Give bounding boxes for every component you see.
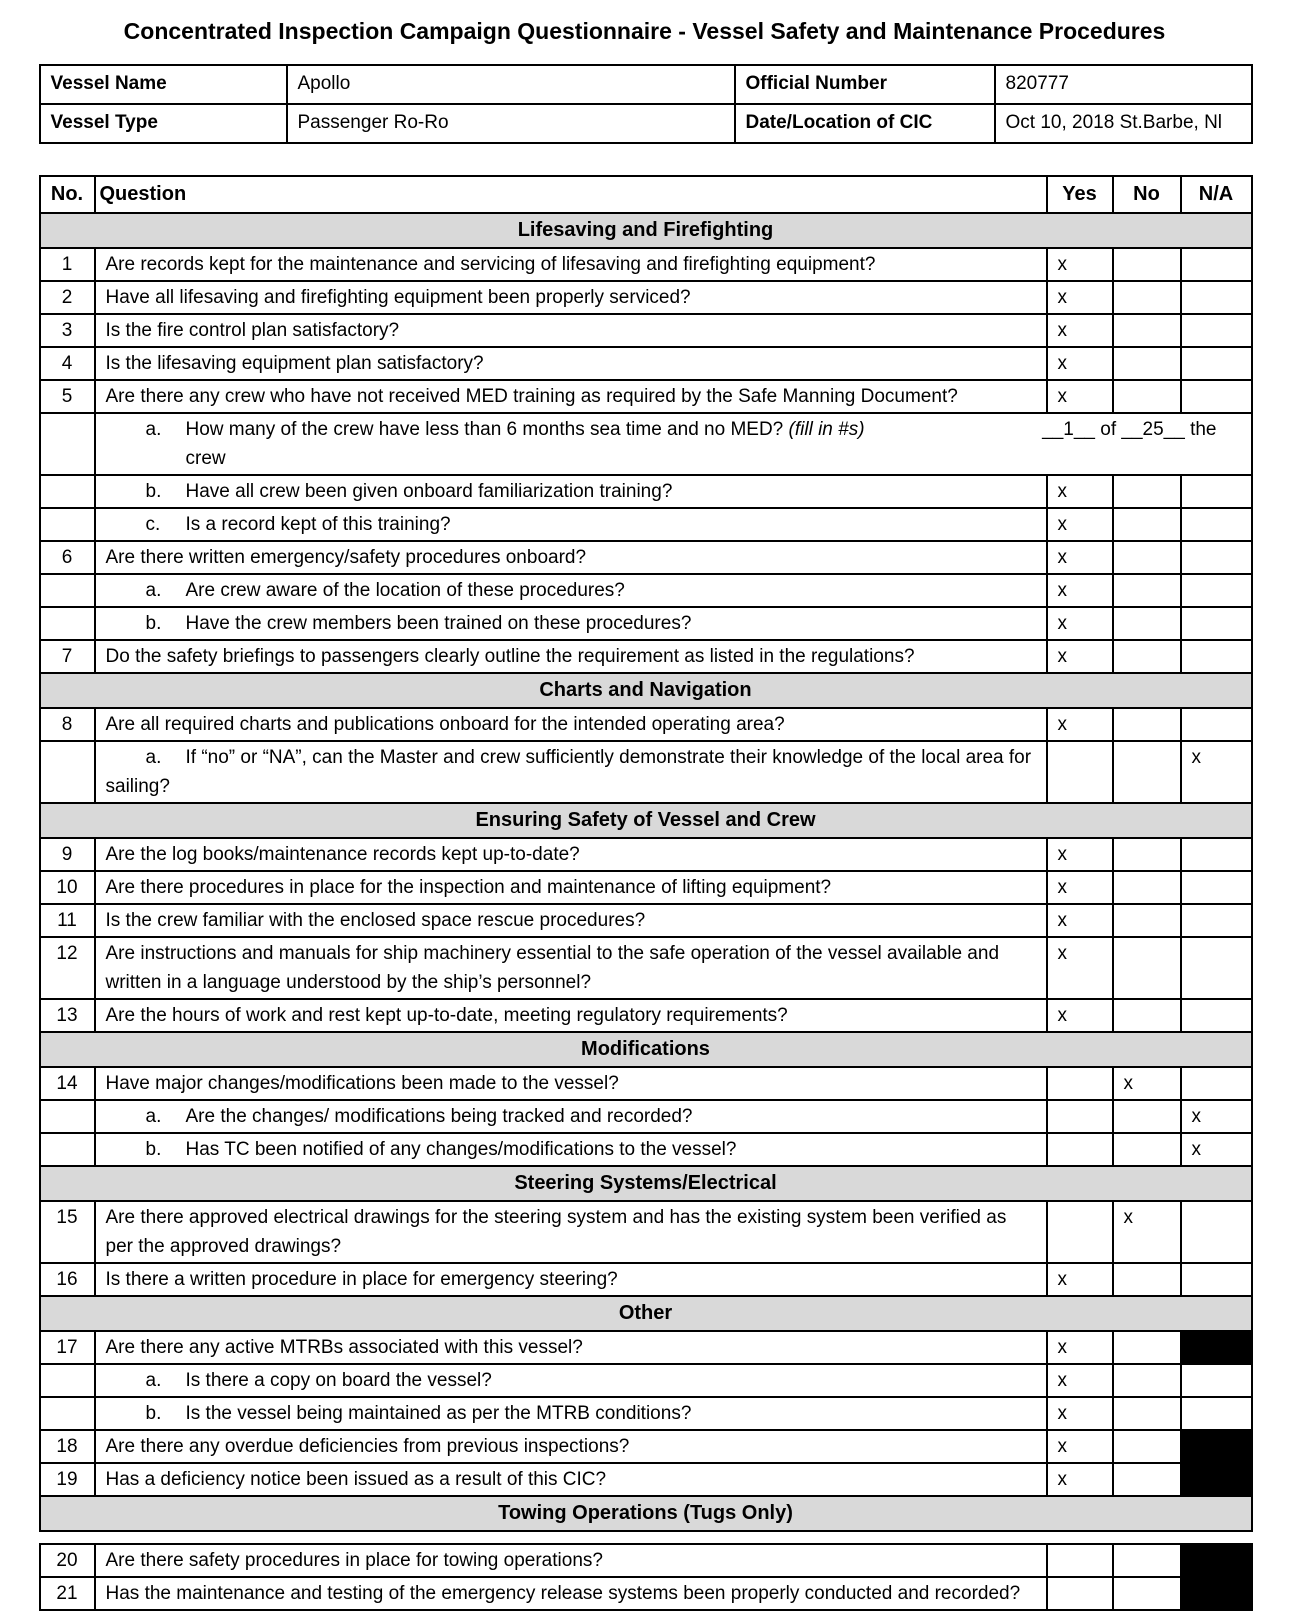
answer-na-cell [1181, 541, 1252, 574]
question-text: Are instructions and manuals for ship machinery essential to the safe operation of the vessel available and written in a language understood by the ship’s personnel? [95, 937, 1047, 999]
answer-no-cell [1113, 475, 1181, 508]
row-number-cell [40, 741, 95, 803]
column-header-yes: Yes [1047, 176, 1113, 213]
row-number-cell [40, 574, 95, 607]
answer-no-cell [1113, 574, 1181, 607]
fill-in-value: __1__ of __25__ the [1042, 419, 1217, 440]
section-header-label: Other [40, 1296, 1252, 1331]
answer-yes-cell: x [1047, 1430, 1113, 1463]
answer-no-cell [1113, 999, 1181, 1032]
answer-yes-cell: x [1047, 541, 1113, 574]
question-row [40, 708, 1252, 741]
answer-yes-cell: x [1047, 475, 1113, 508]
question-text: Are the changes/ modifications being tracked and recorded? [185, 1106, 693, 1127]
answer-na-cell: x [1181, 1133, 1252, 1166]
redacted-cell [1181, 1544, 1252, 1577]
question-row [40, 1067, 1252, 1100]
answer-no-cell: x [1113, 1201, 1181, 1263]
row-number-cell: 12 [40, 937, 95, 999]
sub-question-row [40, 1364, 1252, 1397]
question-row [40, 1201, 1252, 1263]
question-text: How many of the crew have less than 6 months sea time and no MED? [185, 419, 784, 440]
question-row [40, 904, 1252, 937]
answer-no-cell [1113, 904, 1181, 937]
sub-question-row [40, 1133, 1252, 1166]
row-number-cell: 13 [40, 999, 95, 1032]
answer-na-cell [1181, 1397, 1252, 1430]
answer-na-cell [1181, 871, 1252, 904]
info-label: Official Number [735, 65, 995, 104]
question-text: Have all crew been given onboard familiarization training? [185, 481, 673, 502]
answer-na-cell [1181, 248, 1252, 281]
redacted-cell [1181, 1463, 1252, 1496]
row-number-cell: 11 [40, 904, 95, 937]
answer-no-cell [1113, 1397, 1181, 1430]
answer-yes-cell: x [1047, 607, 1113, 640]
answer-no-cell [1113, 541, 1181, 574]
question-text: Has TC been notified of any changes/modifications to the vessel? [185, 1139, 737, 1160]
fill-in-question-cell [95, 413, 1252, 475]
answer-no-cell [1113, 1364, 1181, 1397]
question-row [40, 1331, 1252, 1364]
answer-na-cell [1181, 1263, 1252, 1296]
info-label: Vessel Name [40, 65, 287, 104]
section-header-label: Steering Systems/Electrical [40, 1166, 1252, 1201]
section-header-label: Modifications [40, 1032, 1252, 1067]
answer-yes-cell: x [1047, 871, 1113, 904]
question-text: Are there written emergency/safety procedures onboard? [95, 541, 1047, 574]
question-row [40, 937, 1252, 999]
section-header-row [40, 803, 1252, 838]
answer-no-cell [1113, 1133, 1181, 1166]
question-text: Are there any crew who have not received MED training as required by the Safe Manning Document? [95, 380, 1047, 413]
question-text: Is the crew familiar with the enclosed space rescue procedures? [95, 904, 1047, 937]
sub-question-letter: c. [145, 514, 161, 535]
column-header-no: No. [40, 176, 95, 213]
sub-question-letter: a. [145, 1370, 162, 1391]
answer-no-cell [1113, 708, 1181, 741]
vessel-info-table [39, 64, 1253, 144]
info-row [40, 65, 1252, 104]
answer-na-cell [1181, 1201, 1252, 1263]
section-header-row [40, 1166, 1252, 1201]
section-header-row [40, 1496, 1252, 1531]
row-number-cell: 4 [40, 347, 95, 380]
row-number-cell [40, 1133, 95, 1166]
row-number-cell: 19 [40, 1463, 95, 1496]
answer-yes-cell: x [1047, 838, 1113, 871]
question-row [40, 1263, 1252, 1296]
sub-question-row [40, 607, 1252, 640]
fill-in-wrap-word: crew [185, 448, 226, 469]
question-cell [95, 1397, 1047, 1430]
sub-question-row [40, 574, 1252, 607]
row-number-cell: 7 [40, 640, 95, 673]
question-row [40, 314, 1252, 347]
questionnaire-body [40, 213, 1252, 1610]
sub-question-row [40, 508, 1252, 541]
answer-no-cell [1113, 1331, 1181, 1364]
row-number-cell: 6 [40, 541, 95, 574]
section-header-label: Charts and Navigation [40, 673, 1252, 708]
question-row [40, 248, 1252, 281]
question-text: Are there procedures in place for the inspection and maintenance of lifting equipment? [95, 871, 1047, 904]
row-number-cell: 5 [40, 380, 95, 413]
answer-yes-cell: x [1047, 1364, 1113, 1397]
redacted-cell [1181, 1331, 1252, 1364]
info-value: Oct 10, 2018 St.Barbe, Nl [995, 104, 1252, 143]
answer-no-cell [1113, 1100, 1181, 1133]
question-text: Do the safety briefings to passengers clearly outline the requirement as listed in the regulations? [95, 640, 1047, 673]
row-number-cell: 8 [40, 708, 95, 741]
answer-na-cell [1181, 574, 1252, 607]
answer-no-cell [1113, 281, 1181, 314]
row-number-cell [40, 475, 95, 508]
answer-no-cell [1113, 347, 1181, 380]
row-number-cell [40, 1364, 95, 1397]
row-number-cell: 16 [40, 1263, 95, 1296]
sub-question-letter: b. [145, 1139, 162, 1160]
section-header-row [40, 213, 1252, 248]
info-value: 820777 [995, 65, 1252, 104]
question-text: Are the hours of work and rest kept up-to-date, meeting regulatory requirements? [95, 999, 1047, 1032]
answer-na-cell: x [1181, 1100, 1252, 1133]
answer-yes-cell: x [1047, 904, 1113, 937]
info-value: Passenger Ro-Ro [287, 104, 735, 143]
sub-question-letter: b. [145, 613, 162, 634]
sub-question-row [40, 1397, 1252, 1430]
question-text: Has the maintenance and testing of the emergency release systems been properly conducted and recorded? [95, 1577, 1047, 1610]
answer-no-cell [1113, 508, 1181, 541]
answer-na-cell: x [1181, 741, 1252, 803]
answer-na-cell [1181, 640, 1252, 673]
answer-na-cell [1181, 838, 1252, 871]
question-cell [95, 1364, 1047, 1397]
question-row [40, 541, 1252, 574]
row-number-cell: 15 [40, 1201, 95, 1263]
section-header-label: Lifesaving and Firefighting [40, 213, 1252, 248]
answer-yes-cell: x [1047, 708, 1113, 741]
row-number-cell [40, 508, 95, 541]
vessel-info-body [40, 65, 1252, 143]
question-row [40, 1544, 1252, 1577]
row-number-cell [40, 607, 95, 640]
answer-na-cell [1181, 314, 1252, 347]
answer-no-cell [1113, 1430, 1181, 1463]
row-number-cell: 18 [40, 1430, 95, 1463]
question-row [40, 281, 1252, 314]
row-number-cell: 1 [40, 248, 95, 281]
row-number-cell: 14 [40, 1067, 95, 1100]
question-row [40, 1577, 1252, 1610]
question-text: Is the lifesaving equipment plan satisfactory? [95, 347, 1047, 380]
question-cell [95, 508, 1047, 541]
answer-yes-cell: x [1047, 508, 1113, 541]
answer-yes-cell: x [1047, 574, 1113, 607]
question-row [40, 640, 1252, 673]
question-text: Are there any overdue deficiencies from previous inspections? [95, 1430, 1047, 1463]
question-text: Are the log books/maintenance records kept up-to-date? [95, 838, 1047, 871]
question-row [40, 1430, 1252, 1463]
question-text: Are there safety procedures in place for towing operations? [95, 1544, 1047, 1577]
answer-yes-cell [1047, 741, 1113, 803]
sub-question-row [40, 741, 1252, 803]
answer-yes-cell: x [1047, 1397, 1113, 1430]
answer-na-cell [1181, 708, 1252, 741]
answer-no-cell [1113, 607, 1181, 640]
answer-na-cell [1181, 607, 1252, 640]
question-text: Has a deficiency notice been issued as a result of this CIC? [95, 1463, 1047, 1496]
answer-no-cell [1113, 1544, 1181, 1577]
answer-no-cell [1113, 1263, 1181, 1296]
answer-no-cell [1113, 1577, 1181, 1610]
answer-no-cell [1113, 1463, 1181, 1496]
answer-no-cell [1113, 838, 1181, 871]
fill-in-row [40, 413, 1252, 475]
fill-in-text [186, 415, 1031, 444]
spacer-row [40, 1531, 1252, 1544]
fill-in-line [106, 415, 1243, 444]
question-row [40, 1463, 1252, 1496]
answer-no-cell [1113, 937, 1181, 999]
answer-na-cell [1181, 281, 1252, 314]
question-cell [95, 741, 1047, 803]
redacted-cell [1181, 1430, 1252, 1463]
spacer-cell [40, 1531, 1252, 1544]
question-text: If “no” or “NA”, can the Master and crew sufficiently demonstrate their knowledge of the local area for sailing? [105, 747, 1032, 797]
answer-yes-cell: x [1047, 999, 1113, 1032]
answer-na-cell [1181, 1067, 1252, 1100]
section-header-row [40, 1032, 1252, 1067]
section-header-row [40, 673, 1252, 708]
row-number-cell: 17 [40, 1331, 95, 1364]
row-number-cell [40, 1100, 95, 1133]
answer-yes-cell: x [1047, 314, 1113, 347]
answer-yes-cell: x [1047, 1463, 1113, 1496]
question-text: Is the vessel being maintained as per the MTRB conditions? [185, 1403, 692, 1424]
question-row [40, 838, 1252, 871]
sub-question-letter: a. [145, 1106, 162, 1127]
questionnaire-table [39, 175, 1253, 1611]
answer-yes-cell: x [1047, 1263, 1113, 1296]
questionnaire-header-row [40, 176, 1252, 213]
answer-yes-cell [1047, 1577, 1113, 1610]
document-page [39, 0, 1251, 1611]
answer-na-cell [1181, 1364, 1252, 1397]
question-row [40, 380, 1252, 413]
answer-no-cell [1113, 248, 1181, 281]
question-text: Are crew aware of the location of these procedures? [185, 580, 625, 601]
answer-yes-cell [1047, 1067, 1113, 1100]
row-number-cell: 20 [40, 1544, 95, 1577]
info-value: Apollo [287, 65, 735, 104]
section-header-label: Ensuring Safety of Vessel and Crew [40, 803, 1252, 838]
question-text: Is the fire control plan satisfactory? [95, 314, 1047, 347]
row-number-cell [40, 1397, 95, 1430]
question-row [40, 999, 1252, 1032]
row-number-cell [40, 413, 95, 475]
info-label: Date/Location of CIC [735, 104, 995, 143]
sub-question-letter: a. [145, 580, 162, 601]
questionnaire-header [40, 176, 1252, 213]
question-text: Is there a copy on board the vessel? [185, 1370, 492, 1391]
answer-no-cell [1113, 314, 1181, 347]
row-number-cell: 10 [40, 871, 95, 904]
question-cell [95, 1133, 1047, 1166]
answer-na-cell [1181, 347, 1252, 380]
section-header-row [40, 1296, 1252, 1331]
section-header-label: Towing Operations (Tugs Only) [40, 1496, 1252, 1531]
answer-yes-cell: x [1047, 640, 1113, 673]
answer-no-cell [1113, 640, 1181, 673]
question-cell [95, 607, 1047, 640]
row-number-cell: 3 [40, 314, 95, 347]
answer-yes-cell: x [1047, 937, 1113, 999]
answer-yes-cell: x [1047, 347, 1113, 380]
answer-yes-cell: x [1047, 380, 1113, 413]
answer-na-cell [1181, 475, 1252, 508]
row-number-cell: 9 [40, 838, 95, 871]
answer-yes-cell: x [1047, 281, 1113, 314]
sub-question-letter: b. [145, 481, 162, 502]
answer-yes-cell [1047, 1133, 1113, 1166]
answer-no-cell: x [1113, 1067, 1181, 1100]
question-cell [95, 475, 1047, 508]
answer-yes-cell [1047, 1100, 1113, 1133]
question-text: Have major changes/modifications been made to the vessel? [95, 1067, 1047, 1100]
question-text: Are records kept for the maintenance and servicing of lifesaving and firefighting equipment? [95, 248, 1047, 281]
question-text: Are there any active MTRBs associated with this vessel? [95, 1331, 1047, 1364]
fill-in-instruction: (fill in #s) [788, 419, 865, 440]
info-row [40, 104, 1252, 143]
sub-question-row [40, 1100, 1252, 1133]
sub-question-letter: a. [145, 419, 162, 440]
column-header-na: N/A [1181, 176, 1252, 213]
column-header-no-answer: No [1113, 176, 1181, 213]
question-text: Are there approved electrical drawings for the steering system and has the existing system been verified as per the approved drawings? [95, 1201, 1047, 1263]
answer-no-cell [1113, 871, 1181, 904]
answer-yes-cell [1047, 1201, 1113, 1263]
question-cell [95, 1100, 1047, 1133]
question-text: Is there a written procedure in place for emergency steering? [95, 1263, 1047, 1296]
info-label: Vessel Type [40, 104, 287, 143]
question-text: Are all required charts and publications onboard for the intended operating area? [95, 708, 1047, 741]
sub-question-letter: a. [145, 747, 162, 768]
answer-na-cell [1181, 508, 1252, 541]
question-text: Is a record kept of this training? [185, 514, 451, 535]
sub-question-row [40, 475, 1252, 508]
answer-yes-cell: x [1047, 248, 1113, 281]
answer-na-cell [1181, 999, 1252, 1032]
answer-no-cell [1113, 380, 1181, 413]
column-header-question: Question [95, 176, 1047, 213]
answer-na-cell [1181, 380, 1252, 413]
answer-yes-cell [1047, 1544, 1113, 1577]
answer-no-cell [1113, 741, 1181, 803]
question-row [40, 871, 1252, 904]
sub-question-letter: b. [145, 1403, 162, 1424]
row-number-cell: 21 [40, 1577, 95, 1610]
answer-yes-cell: x [1047, 1331, 1113, 1364]
answer-na-cell [1181, 937, 1252, 999]
answer-na-cell [1181, 904, 1252, 937]
question-text: Have all lifesaving and firefighting equipment been properly serviced? [95, 281, 1047, 314]
row-number-cell: 2 [40, 281, 95, 314]
redacted-cell [1181, 1577, 1252, 1610]
question-row [40, 347, 1252, 380]
question-text: Have the crew members been trained on these procedures? [185, 613, 692, 634]
page-title: Concentrated Inspection Campaign Questionnaire - Vessel Safety and Maintenance Procedures [123, 18, 1166, 44]
question-cell [95, 574, 1047, 607]
